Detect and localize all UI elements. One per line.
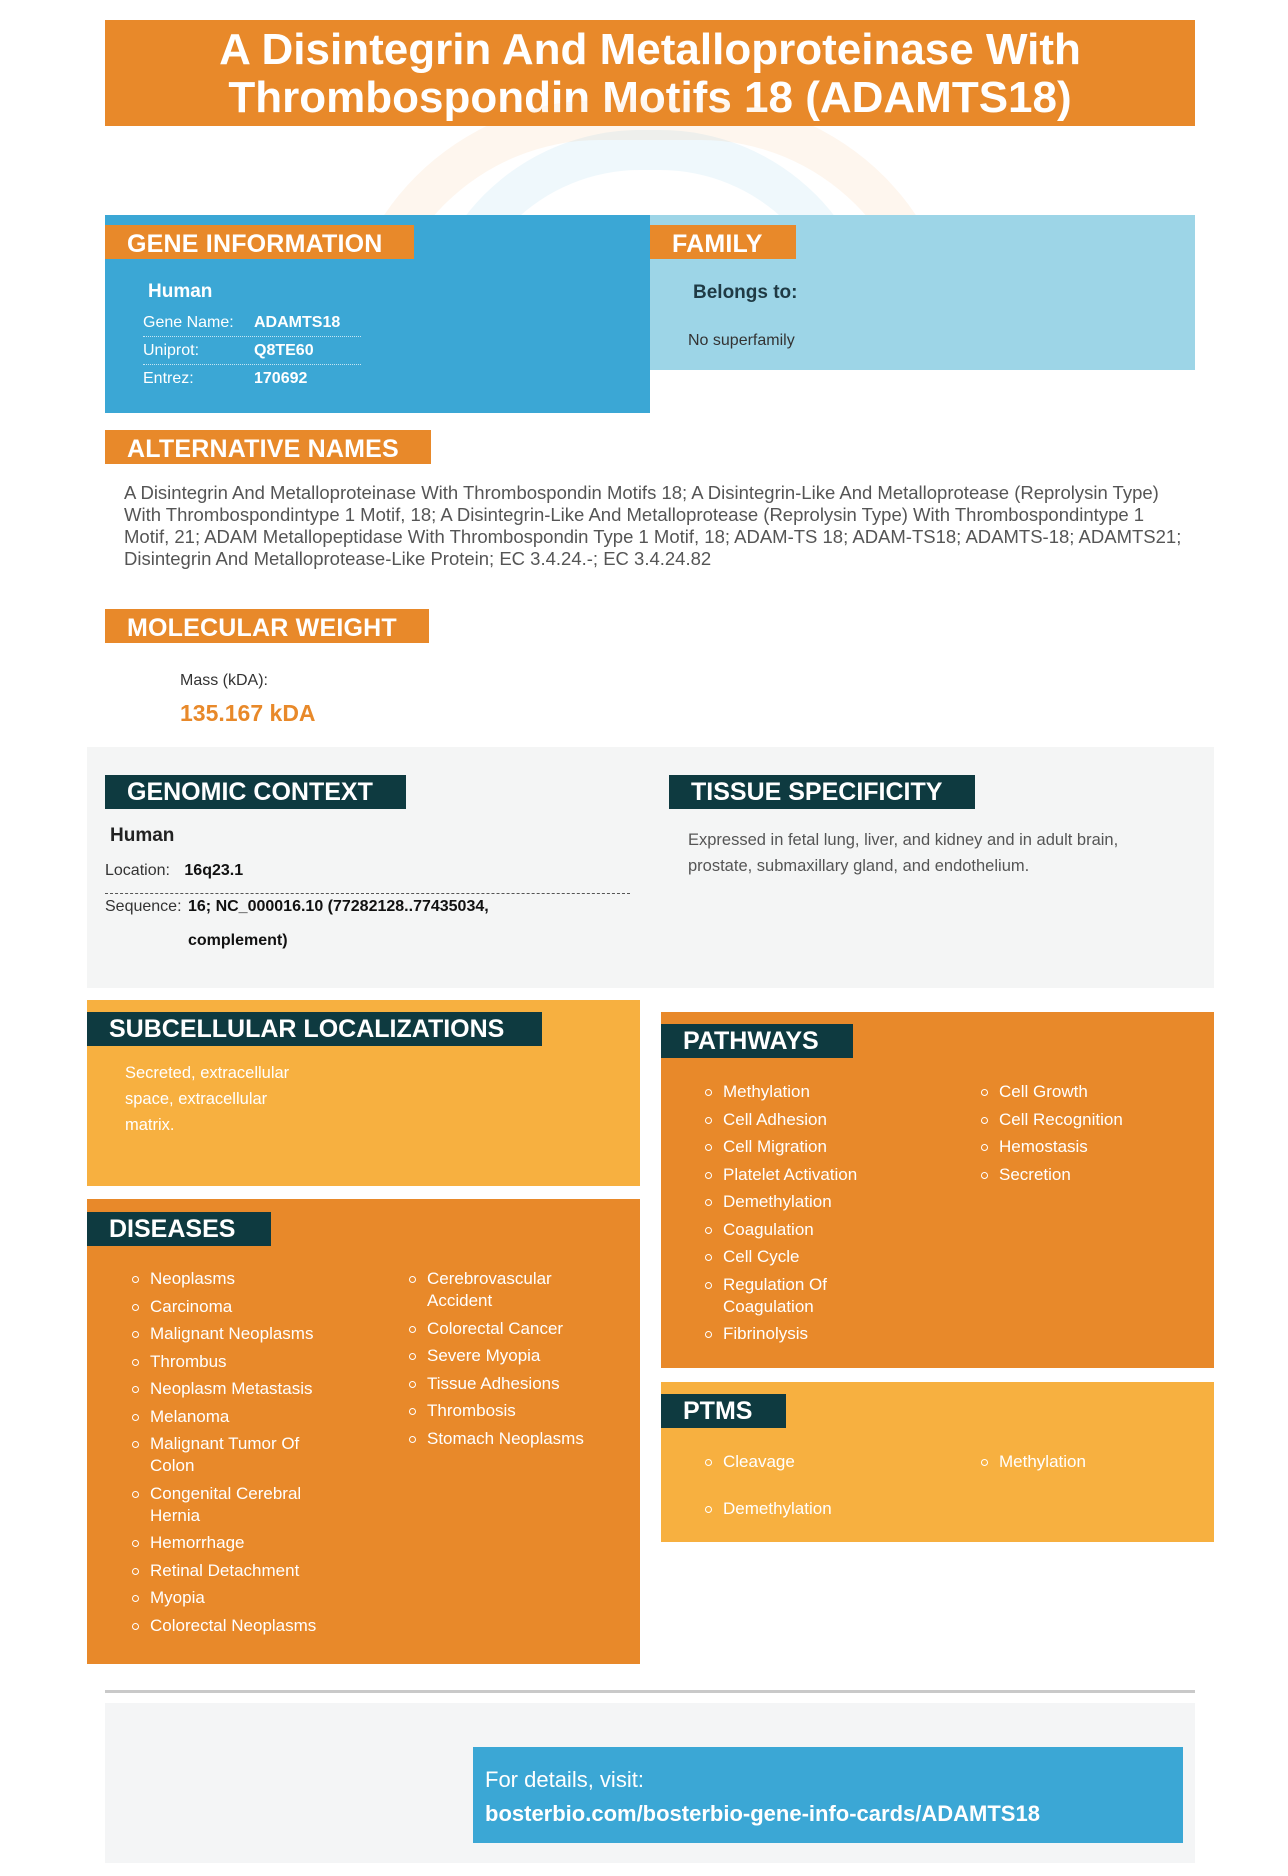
footer-details-label: For details, visit:: [485, 1767, 644, 1792]
title-line-1: A Disintegrin And Metalloproteinase With: [219, 25, 1081, 74]
gene-name-label: Gene Name:: [143, 314, 234, 331]
list-item: Cell Adhesion: [703, 1109, 893, 1131]
list-item: Melanoma: [130, 1406, 340, 1428]
list-item: Cell Growth: [979, 1081, 1189, 1103]
footer-details-box: [473, 1747, 1183, 1843]
ptms-panel: [661, 1382, 1214, 1542]
list-item: Cell Migration: [703, 1136, 893, 1158]
tissue-specificity-text: [688, 827, 1118, 879]
entrez-value: 170692: [254, 370, 308, 387]
uniprot-label: Uniprot:: [143, 342, 200, 359]
list-item: Stomach Neoplasms: [407, 1428, 617, 1450]
family-panel: [650, 215, 1195, 370]
list-item: Carcinoma: [130, 1296, 340, 1318]
list-item: Myopia: [130, 1587, 340, 1609]
gene-species: Human: [148, 281, 213, 302]
list-item: Tissue Adhesions: [407, 1373, 617, 1395]
diseases-panel: [87, 1199, 640, 1664]
title-line-2: Thrombospondin Motifs 18 (ADAMTS18): [228, 73, 1072, 122]
genomic-tissue-section: [87, 747, 1214, 988]
list-item: Fibrinolysis: [703, 1323, 893, 1345]
pathways-list-col2: [979, 1081, 1189, 1191]
tissue-line-1: Expressed in fetal lung, liver, and kidney and in adult brain,: [688, 831, 1119, 849]
entrez-label: Entrez:: [143, 370, 194, 387]
sequence-value-line-2: complement): [188, 932, 288, 949]
alternative-names-text: A Disintegrin And Metalloproteinase With Thrombospondin Motifs 18; A Disintegrin-Like And Metalloprotease (Reprolysin Type) With Thrombospondintype 1 Motif, 18; A Disintegrin-Like And Metalloprotease (Reprolysin Type) With Thrombospondintype 1 Motif, 21; ADAM Metallopeptidase With Thrombospondin Type 1 Motif, 18; ADAM-TS 18; ADAM-TS18; ADAMTS-18; ADAMTS21; Disintegrin And Metalloprotease-Like Protein; EC 3.4.24.-; EC 3.4.24.82: [124, 482, 1182, 569]
pathways-heading: PATHWAYS: [661, 1024, 853, 1058]
list-item: Hemorrhage: [130, 1532, 340, 1554]
uniprot-row: [143, 337, 361, 365]
genomic-context-heading: GENOMIC CONTEXT: [105, 775, 406, 809]
location-row: [105, 861, 630, 894]
list-item: Demethylation: [703, 1498, 903, 1520]
entrez-row: [143, 365, 361, 393]
list-item: Retinal Detachment: [130, 1560, 340, 1582]
list-item: Malignant Neoplasms: [130, 1323, 340, 1345]
list-item: Malignant Tumor Of Colon: [130, 1433, 340, 1477]
family-heading: FAMILY: [650, 225, 796, 259]
list-item: Cell Cycle: [703, 1246, 893, 1268]
list-item: Demethylation: [703, 1191, 893, 1213]
gene-information-panel: [105, 215, 650, 413]
subcellular-panel: [87, 1000, 640, 1186]
pathways-list-col1: [703, 1081, 893, 1351]
list-item: Colorectal Neoplasms: [130, 1615, 340, 1637]
list-item: Secretion: [979, 1164, 1189, 1186]
list-item: Thrombosis: [407, 1400, 617, 1422]
list-item: Thrombus: [130, 1351, 340, 1373]
sequence-label: Sequence:: [105, 898, 182, 915]
ptms-list-col1: [703, 1451, 903, 1526]
list-item: Platelet Activation: [703, 1164, 893, 1186]
family-value: No superfamily: [688, 332, 795, 349]
location-value: 16q23.1: [184, 862, 244, 879]
diseases-list-col2: [407, 1268, 617, 1455]
mass-value: 135.167 kDA: [180, 700, 316, 726]
tissue-line-2: prostate, submaxillary gland, and endothelium.: [688, 857, 1030, 875]
genomic-species: Human: [110, 825, 175, 846]
list-item: Congenital Cerebral Hernia: [130, 1483, 340, 1527]
list-item: Cerebrovascular Accident: [407, 1268, 617, 1312]
molecular-weight-heading: MOLECULAR WEIGHT: [105, 609, 429, 643]
list-item: Colorectal Cancer: [407, 1318, 617, 1340]
list-item: Severe Myopia: [407, 1345, 617, 1367]
footer-details-link[interactable]: bosterbio.com/bosterbio-gene-info-cards/ADAMTS18: [485, 1801, 1040, 1826]
sequence-value-line-1: 16; NC_000016.10 (77282128..77435034,: [188, 898, 489, 915]
gene-name-value: ADAMTS18: [254, 314, 341, 331]
diseases-list-col1: [130, 1268, 340, 1642]
gene-name-row: [143, 309, 361, 337]
gene-information-heading: GENE INFORMATION: [105, 225, 414, 259]
list-item: Neoplasms: [130, 1268, 340, 1290]
subcellular-heading: SUBCELLULAR LOCALIZATIONS: [87, 1012, 542, 1046]
diseases-heading: DISEASES: [87, 1212, 271, 1246]
list-item: Cleavage: [703, 1451, 903, 1473]
list-item: Cell Recognition: [979, 1109, 1189, 1131]
list-item: Methylation: [703, 1081, 893, 1103]
location-label: Location:: [105, 862, 170, 879]
list-item: Coagulation: [703, 1219, 893, 1241]
subcellular-line-2: space, extracellular: [125, 1090, 268, 1108]
ptms-heading: PTMS: [661, 1394, 786, 1428]
subcellular-text: [125, 1060, 289, 1138]
uniprot-value: Q8TE60: [254, 342, 314, 359]
subcellular-line-1: Secreted, extracellular: [125, 1064, 290, 1082]
pathways-panel: [661, 1012, 1214, 1368]
list-item: Methylation: [979, 1451, 1179, 1473]
family-belongs-label: Belongs to:: [693, 282, 798, 303]
subcellular-line-3: matrix.: [125, 1116, 175, 1134]
tissue-specificity-heading: TISSUE SPECIFICITY: [669, 775, 975, 809]
mass-label: Mass (kDA):: [180, 672, 268, 689]
footer-divider: [105, 1690, 1195, 1693]
ptms-list-col2: [979, 1451, 1179, 1479]
list-item: Neoplasm Metastasis: [130, 1378, 340, 1400]
list-item: Regulation Of Coagulation: [703, 1274, 893, 1318]
alternative-names-heading: ALTERNATIVE NAMES: [105, 430, 431, 464]
list-item: Hemostasis: [979, 1136, 1189, 1158]
